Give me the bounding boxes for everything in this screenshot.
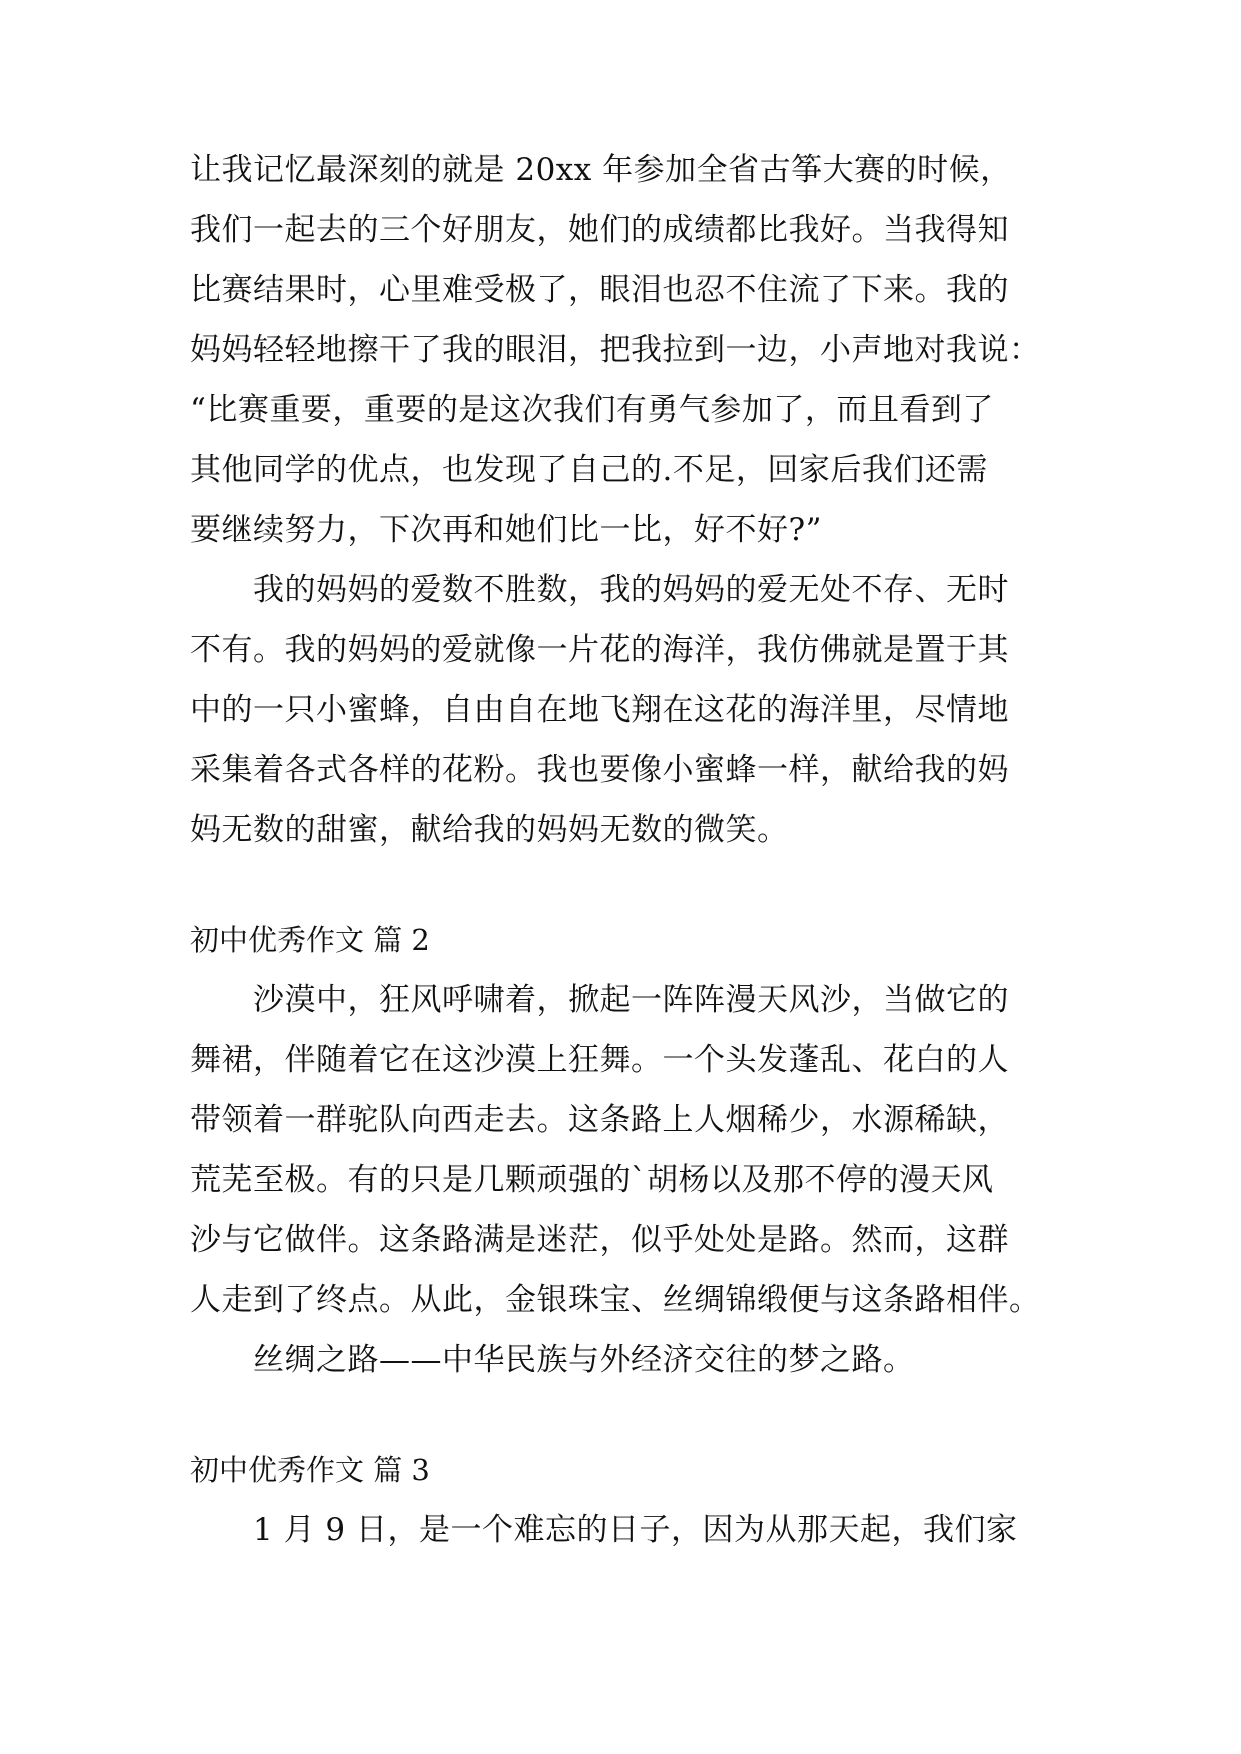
paragraph-line: 沙与它做伴。这条路满是迷茫，似乎处处是路。然而，这群 <box>190 1222 1009 1258</box>
paragraph-line: 带领着一群驼队向西走去。这条路上人烟稀少，水源稀缺， <box>190 1102 1009 1138</box>
paragraph-line: 中的一只小蜜蜂，自由自在地飞翔在这花的海洋里，尽情地 <box>190 692 1009 728</box>
paragraph-line: 要继续努力，下次再和她们比一比，好不好?” <box>190 512 822 548</box>
paragraph-line: 采集着各式各样的花粉。我也要像小蜜蜂一样，献给我的妈 <box>190 752 1009 788</box>
paragraph-line: 1 月 9 日，是一个难忘的日子，因为从那天起，我们家 <box>253 1512 1018 1548</box>
paragraph-line: 我们一起去的三个好朋友，她们的成绩都比我好。当我得知 <box>190 212 1009 248</box>
paragraph-line: “比赛重要，重要的是这次我们有勇气参加了，而且看到了 <box>190 392 994 428</box>
paragraph-line: 不有。我的妈妈的爱就像一片花的海洋，我仿佛就是置于其 <box>190 632 1009 668</box>
paragraph-line: 沙漠中，狂风呼啸着，掀起一阵阵漫天风沙，当做它的 <box>253 982 1009 1018</box>
section-heading: 初中优秀作文 篇 2 <box>190 923 430 957</box>
paragraph-line: 让我记忆最深刻的就是 20xx 年参加全省古筝大赛的时候， <box>190 152 1012 188</box>
paragraph-line: 其他同学的优点，也发现了自己的.不足，回家后我们还需 <box>190 452 988 488</box>
paragraph-line: 人走到了终点。从此，金银珠宝、丝绸锦缎便与这条路相伴。 <box>190 1282 1041 1318</box>
paragraph-line: 丝绸之路——中华民族与外经济交往的梦之路。 <box>253 1342 915 1378</box>
paragraph-line: 妈无数的甜蜜，献给我的妈妈无数的微笑。 <box>190 812 789 848</box>
section-heading: 初中优秀作文 篇 3 <box>190 1453 430 1487</box>
paragraph-line: 舞裙，伴随着它在这沙漠上狂舞。一个头发蓬乱、花白的人 <box>190 1042 1009 1078</box>
paragraph-line: 比赛结果时，心里难受极了，眼泪也忍不住流了下来。我的 <box>190 272 1009 308</box>
paragraph-line: 妈妈轻轻地擦干了我的眼泪，把我拉到一边，小声地对我说： <box>190 332 1041 368</box>
paragraph-line: 荒芜至极。有的只是几颗顽强的`胡杨以及那不停的漫天风 <box>190 1162 994 1198</box>
paragraph-line: 我的妈妈的爱数不胜数，我的妈妈的爱无处不存、无时 <box>253 572 1009 608</box>
